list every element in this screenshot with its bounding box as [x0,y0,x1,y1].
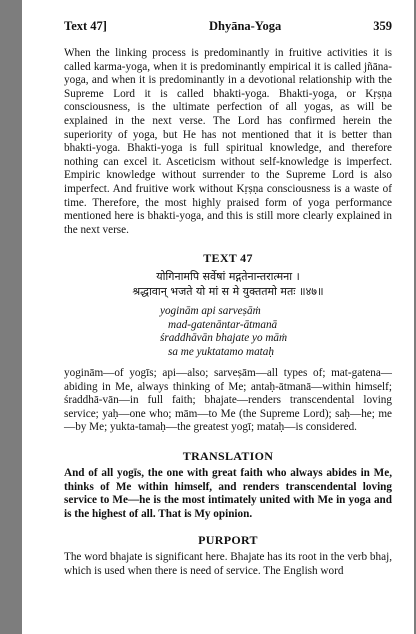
purport-text: The word bhajate is significant here. Bhajate has its root in the verb bhaj, which is used when there is need of service. The English word [64,551,392,577]
devanagari-verse [64,269,392,299]
verse-line-2: mad-gatenāntar-ātmanā [168,318,278,331]
transliterated-verse [160,305,392,359]
verse-line-1: yoginām api sarveṣāṁ [160,305,261,318]
synonyms-block [64,367,392,435]
text-heading: TEXT 47 [203,251,253,266]
page-header [64,19,392,34]
devanagari-line-1: योगिनामपि सर्वेषां मद्गतेनान्तरात्मना । [156,270,300,284]
devanagari-line-2: श्रद्धावान् भजते यो मां स मे युक्ततमो मतः ॥४७॥ [132,285,324,299]
header-page-number: 359 [373,19,392,33]
book-page [22,0,414,634]
purport-heading: PURPORT [198,533,258,548]
intro-paragraph: When the linking process is predominantly in fruitive activities it is called karma-yoga, when it is predominantly empirical it is called jñāna-yoga, and when it is predominantly in a devotional relationship with the Supreme Lord it is called bhakti-yoga. Bhakti-yoga, or Kṛṣṇa consciousness, is the ultimate perfection of all yogas, as will be explained in the next verse. The Lord has confirmed herein the superiority of yoga, but He has not mentioned that it is better than bhakti-yoga. Bhakti-yoga is full spiritual knowledge, and therefore nothing can excel it. Asceticism without self-knowledge is imperfect. Empiric knowledge without surrender to the Supreme Lord is also imperfect. And fruitive work without Kṛṣṇa consciousness is a waste of time. Therefore, the most highly praised form of yoga performance mentioned here is bhakti-yoga, and this is still more clearly explained in the next verse. [64,47,392,236]
header-text-reference: Text 47] [64,19,107,33]
verse-line-4: sa me yuktatamo mataḥ [168,345,274,358]
translation-heading: TRANSLATION [182,448,274,463]
translation-text: And of all yogīs, the one with great faith who always abides in Me, thinks of Me within himself, and renders transcendental loving service to Me—he is the most intimately united with Me in yoga and is the highest of all. That is My opinion. [64,466,392,520]
synonyms-text: yoginām—of yogīs; api—also; sarveṣām—all types of; mat-gatena—abiding in Me, always thinking of Me; antaḥ-ātmanā—within himself; śraddhā-vān—in full faith; bhajate—renders transcendental loving service; yaḥ—one who; mām—to Me (the Supreme Lord); saḥ—he; me—by Me; yukta-tamaḥ—the greatest yogī; mataḥ—is considered. [64,366,392,434]
verse-line-3: śraddhāvān bhajate yo māṁ [160,332,288,345]
header-chapter-title: Dhyāna-Yoga [208,19,282,33]
